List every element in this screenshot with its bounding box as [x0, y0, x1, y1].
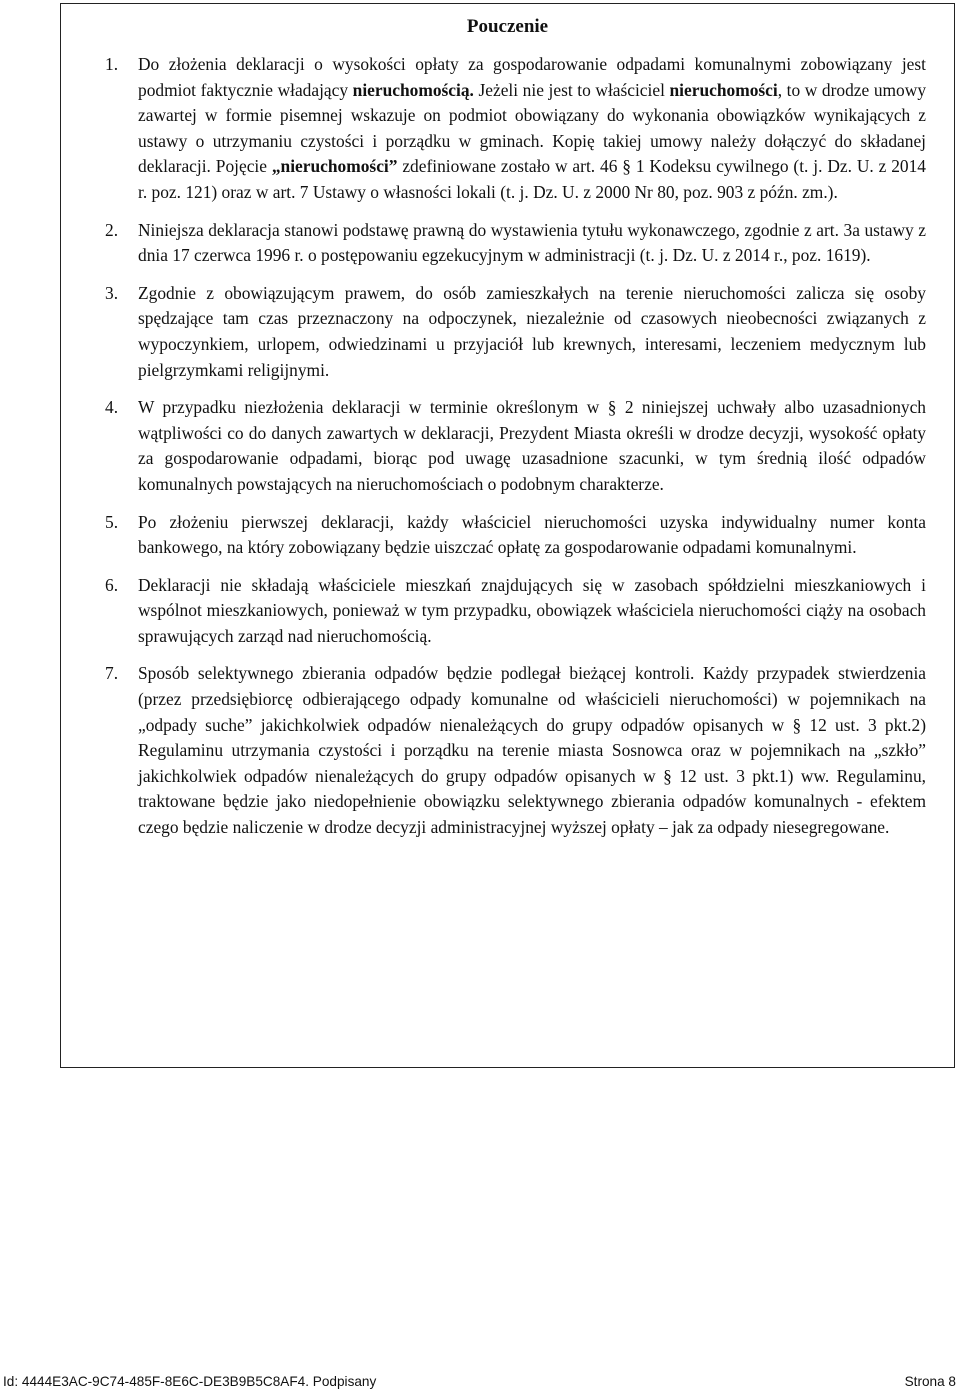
text-segment: Niniejsza deklaracja stanowi podstawę prawną do wystawienia tytułu wykonawczego, zgodnie z art. 3a ustawy z dnia 17 czerwca 1996 r. o postępowaniu egzekucyjnym w administracji (t. j. Dz. U. z 2014 r., poz. 1619). [138, 219, 926, 266]
instructions-list [105, 52, 926, 853]
list-item-text [138, 663, 926, 837]
list-item-number: 4. [105, 397, 119, 418]
list-item [105, 573, 926, 650]
list-item-number: 6. [105, 574, 119, 595]
list-item-number: 5. [105, 511, 119, 532]
list-item-number: 1. [105, 54, 119, 74]
list-item-text [138, 512, 926, 558]
list-item [105, 510, 926, 561]
document-heading: Pouczenie [466, 16, 549, 37]
text-segment: Po złożeniu pierwszej deklaracji, każdy właściciel nieruchomości uzyska indywidualny numer konta bankowego, na który zobowiązany będzie uiszczać opłatę za gospodarowanie odpadami komunalnymi. [138, 511, 926, 558]
text-segment: Jeżeli nie jest to właściciel [473, 79, 670, 100]
list-item-number: 3. [105, 282, 119, 303]
text-segment: Deklaracji nie składają właściciele mieszkań znajdujących się w zasobach spółdzielni mieszkaniowych i wspólnot mieszkaniowych, ponieważ w tym przypadku, obowiązek właściciela nieruchomości ciąży na osobach sprawujących zarząd nad nieruchomością. [138, 574, 926, 646]
text-segment: , to w drodze umowy zawartej w formie pisemnej wskazuje on podmiot obowiązany do wykonania obowiązków wynikających z ustawy o utrzymaniu czystości i porządku w gminach. Kopię takiej umowy należy dołączyć do składanej deklaracji. Pojęcie [138, 79, 927, 177]
text-segment: zdefiniowane zostało w art. 46 § 1 Kodeksu cywilnego (t. j. Dz. U. z 2014 r. poz. 121) oraz w art. 7 Ustawy o własności lokali (t. j. Dz. U. z 2000 Nr 80, poz. 903 z późn. zm.). [138, 156, 926, 202]
text-segment: Do złożenia deklaracji o wysokości opłaty za gospodarowanie odpadami komunalnymi zobowiązany jest podmiot faktycznie władający [138, 54, 926, 100]
page-number: Strona 8 [904, 1374, 956, 1389]
text-segment: W przypadku niezłożenia deklaracji w terminie określonym w § 2 niniejszej uchwały albo uzasadnionych wątpliwości co do danych zawartych w deklaracji, Prezydent Miasta określi w drodze decyzji, wysokość opłaty za gospodarowanie odpadami, biorąc pod uwagę uzasadnione szacunki, w tym średnią ilość odpadów komunalnych powstających na nieruchomościach o podobnym charakterze. [138, 397, 926, 494]
instructions-box [60, 3, 955, 1068]
list-item-text [138, 397, 926, 494]
bold-text-segment: nieruchomością. [352, 79, 474, 100]
list-item-text [138, 220, 926, 266]
text-segment: Sposób selektywnego zbierania odpadów będzie podlegał bieżącej kontroli. Każdy przypadek stwierdzenia (przez przedsiębiorcę odbierającego odpady komunalne od właścicieli nieruchomości) w pojemnikach na „odpady suche” jakichkolwiek odpadów nienależących do grupy odpadów opisanych w § 12 ust. 3 pkt.2) Regulaminu utrzymania czystości i porządku na terenie miasta Sosnowca oraz w pojemnikach na „szkło” jakichkolwiek odpadów nienależących do grupy odpadów opisanych w § 12 ust. 3 pkt.1) ww. Regulaminu, traktowane będzie jako niedopełnienie obowiązku selektywnego zbierania odpadów komunalnych - efektem czego będzie naliczenie w drodze decyzji administracyjnej wyższej opłaty – jak za odpady niesegregowane. [138, 663, 926, 838]
list-item-number: 2. [105, 219, 119, 240]
list-item-number: 7. [105, 663, 119, 684]
list-item [105, 281, 926, 383]
text-segment: Zgodnie z obowiązującym prawem, do osób zamieszkałych na terenie nieruchomości zalicza się osoby spędzające tam czas przeznaczony na odpoczynek, niezależnie od czasowych nieobecności związanych z wypoczynkiem, urlopem, odwiedzinami u przyjaciół lub krewnych, interesami, leczeniem medycznym lub pielgrzymkami religijnymi. [138, 282, 926, 380]
list-item [105, 52, 926, 206]
bold-text-segment: „nieruchomości” [271, 156, 398, 177]
list-item [105, 218, 926, 269]
bold-text-segment: nieruchomości [669, 79, 778, 100]
list-item-text [138, 54, 926, 202]
list-item [105, 395, 926, 497]
list-item-text [138, 575, 926, 646]
document-id-text: Id: 4444E3AC-9C74-485F-8E6C-DE3B9B5C8AF4. Podpisany [3, 1374, 377, 1389]
list-item [105, 661, 926, 840]
list-item-text [138, 283, 926, 380]
